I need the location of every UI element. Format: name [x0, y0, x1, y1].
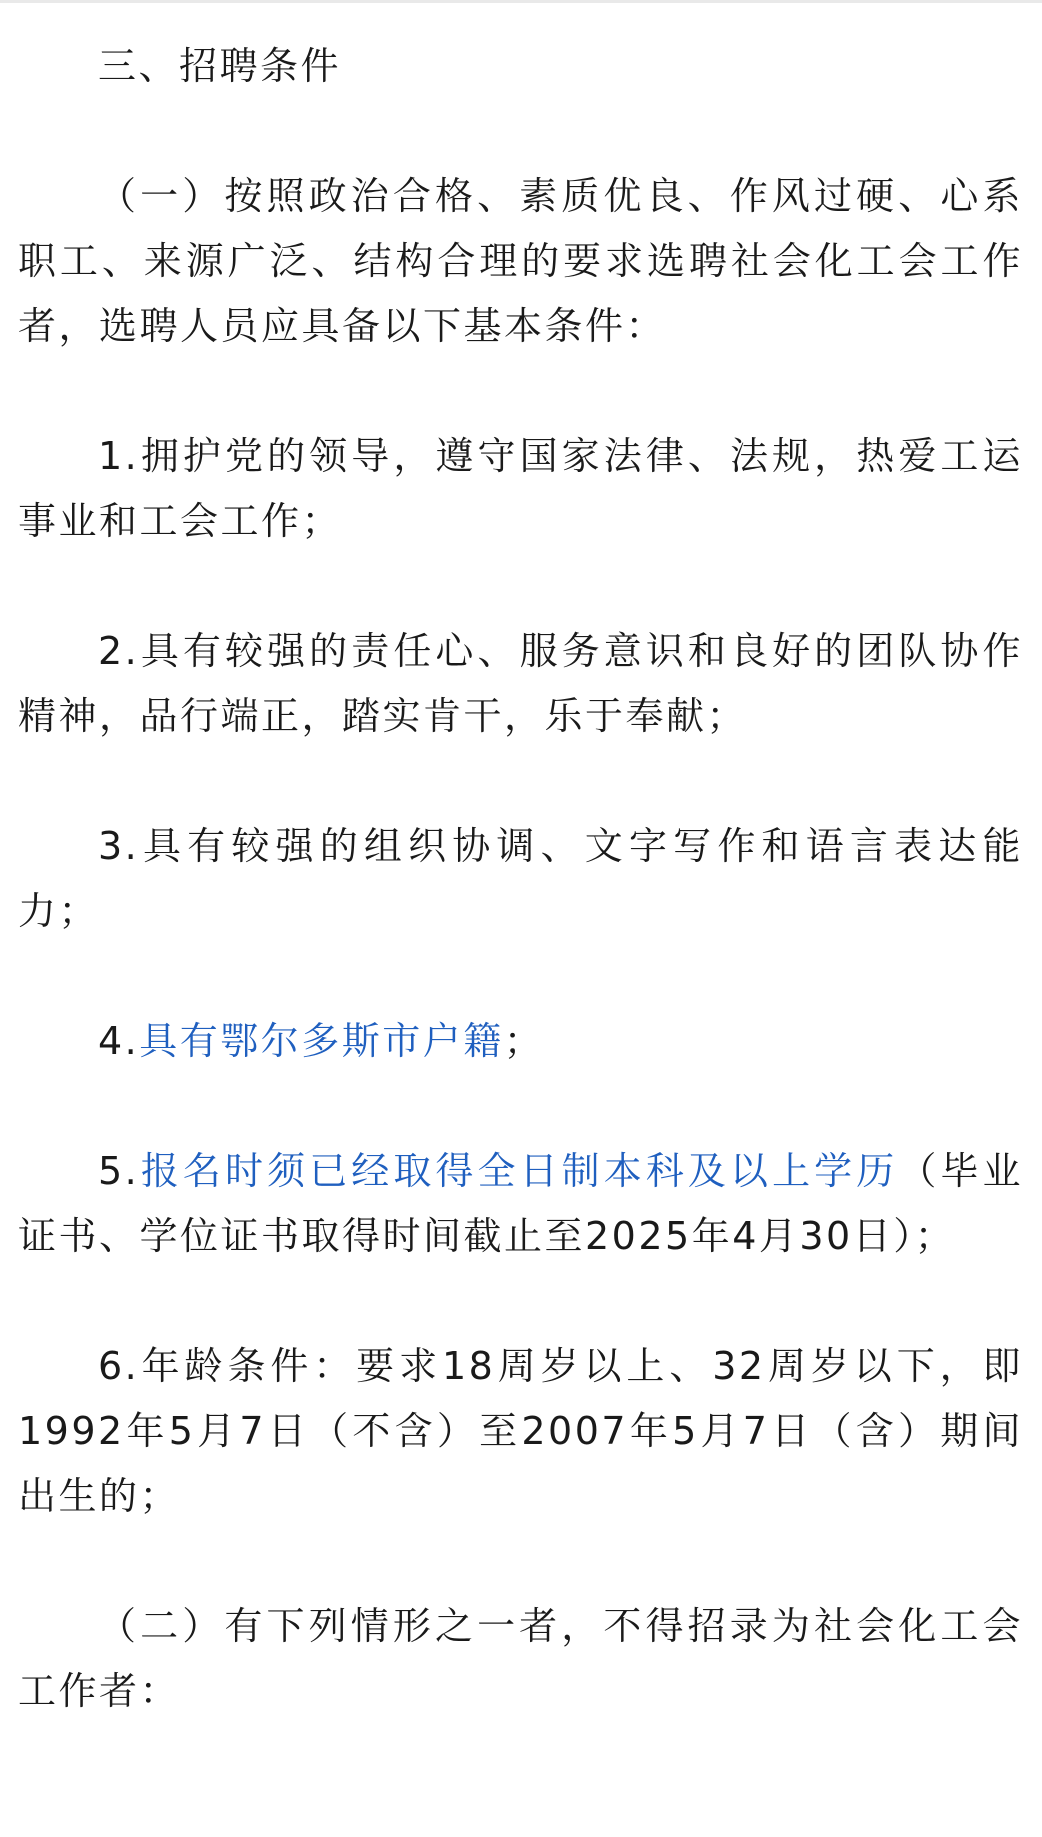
section-title: 三、招聘条件 [98, 44, 342, 88]
condition-item-2: 2.具有较强的责任心、服务意识和良好的团队协作精神，品行端正，踏实肯干，乐于奉献； [18, 629, 1023, 738]
condition-item-1: 1.拥护党的领导，遵守国家法律、法规，热爱工运事业和工会工作； [18, 434, 1023, 543]
clause-two: （二）有下列情形之一者，不得招录为社会化工会工作者： [18, 1604, 1023, 1713]
item-5-suffix: （毕业证书、学位证书取得时间截止至2025年4月30日）； [18, 1149, 1023, 1258]
item-4-suffix: ； [503, 1019, 545, 1063]
condition-item-4 [18, 1009, 1023, 1074]
condition-item-5 [18, 1139, 1023, 1269]
condition-item-6: 6.年龄条件：要求18周岁以上、32周岁以下，即1992年5月7日（不含）至2007年5月7日（含）期间出生的； [18, 1344, 1023, 1518]
item-4-prefix: 4. [98, 1019, 140, 1063]
item-5-highlight: 报名时须已经取得全日制本科及以上学历 [139, 1149, 899, 1193]
item-4-highlight: 具有鄂尔多斯市户籍 [139, 1019, 504, 1063]
top-divider [0, 0, 1042, 3]
article-body [18, 34, 1023, 1724]
clause-one: （一）按照政治合格、素质优良、作风过硬、心系职工、来源广泛、结构合理的要求选聘社会化工会工作者，选聘人员应具备以下基本条件： [18, 174, 1023, 348]
item-5-prefix: 5. [98, 1149, 140, 1193]
condition-item-3: 3.具有较强的组织协调、文字写作和语言表达能力； [18, 824, 1023, 933]
